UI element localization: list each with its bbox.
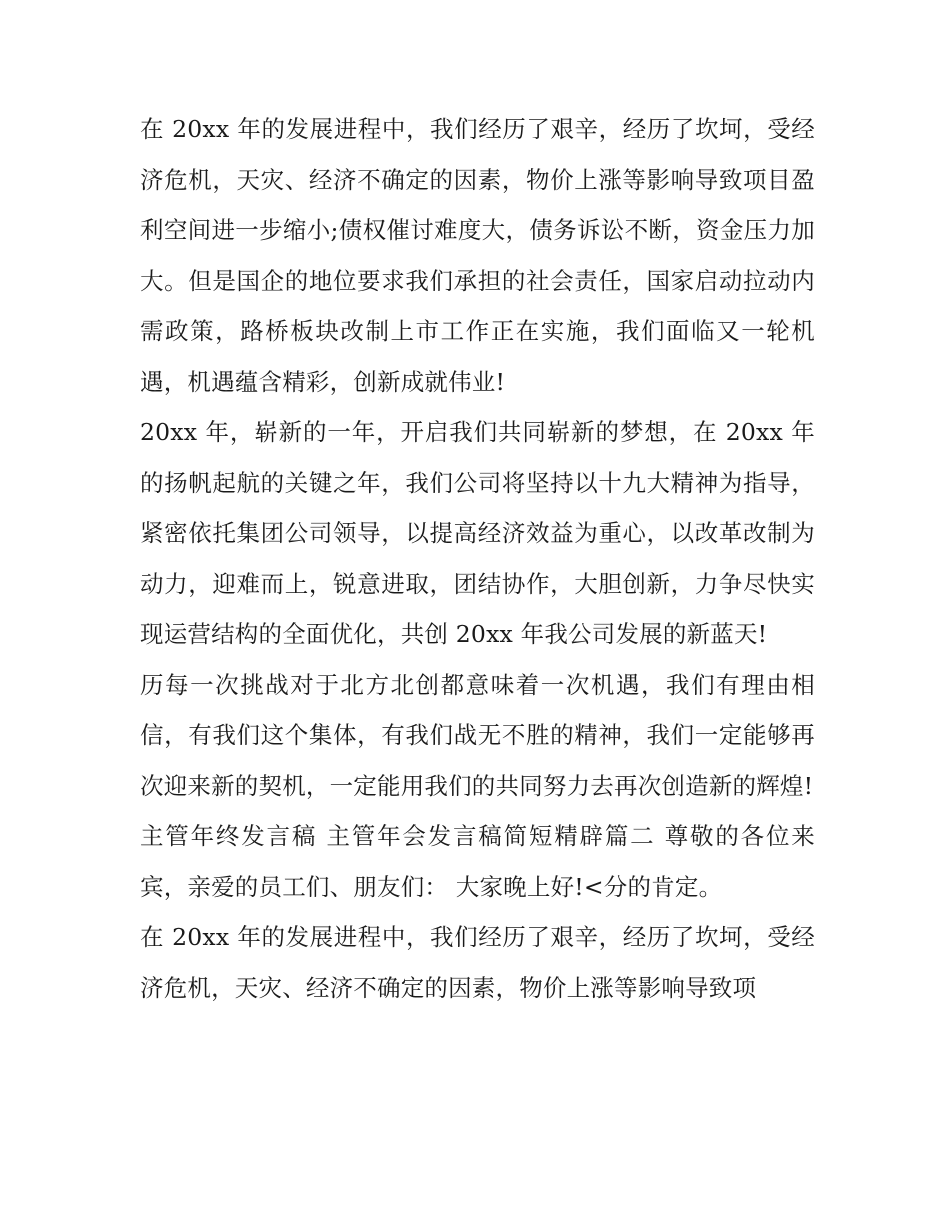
paragraph-4: 主管年终发言稿 主管年会发言稿简短精辟篇二 尊敬的各位来宾，亲爱的员工们、朋友们： 大家晚上好!<分的肯定。 <box>140 822 815 901</box>
paragraph-1: 在 20xx 年的发展进程中，我们经历了艰辛，经历了坎坷，受经济危机，天灾、经济不确定的因素，物价上涨等影响导致项目盈利空间进一步缩小;债权催讨难度大，债务诉讼不断，资金压力加大。但是国企的地位要求我们承担的社会责任，国家启动拉动内需政策，路桥板块改制上市工作正在实施，我们面临又一轮机遇，机遇蕴含精彩，创新成就伟业! <box>140 115 815 396</box>
paragraph-5: 在 20xx 年的发展进程中，我们经历了艰辛，经历了坎坷，受经济危机，天灾、经济不确定的因素，物价上涨等影响导致项 <box>140 923 815 1002</box>
paragraph-2: 20xx 年，崭新的一年，开启我们共同崭新的梦想，在 20xx 年的扬帆起航的关键之年，我们公司将坚持以十九大精神为指导，紧密依托集团公司领导，以提高经济效益为重心，以改革改制为动力，迎难而上，锐意进取，团结协作，大胆创新，力争尽快实现运营结构的全面优化，共创 20xx 年我公司发展的新蓝天! <box>140 418 815 648</box>
document-body <box>140 104 815 1013</box>
paragraph-3: 历每一次挑战对于北方北创都意味着一次机遇，我们有理由相信，有我们这个集体，有我们战无不胜的精神，我们一定能够再次迎来新的契机，一定能用我们的共同努力去再次创造新的辉煌! <box>140 670 815 800</box>
